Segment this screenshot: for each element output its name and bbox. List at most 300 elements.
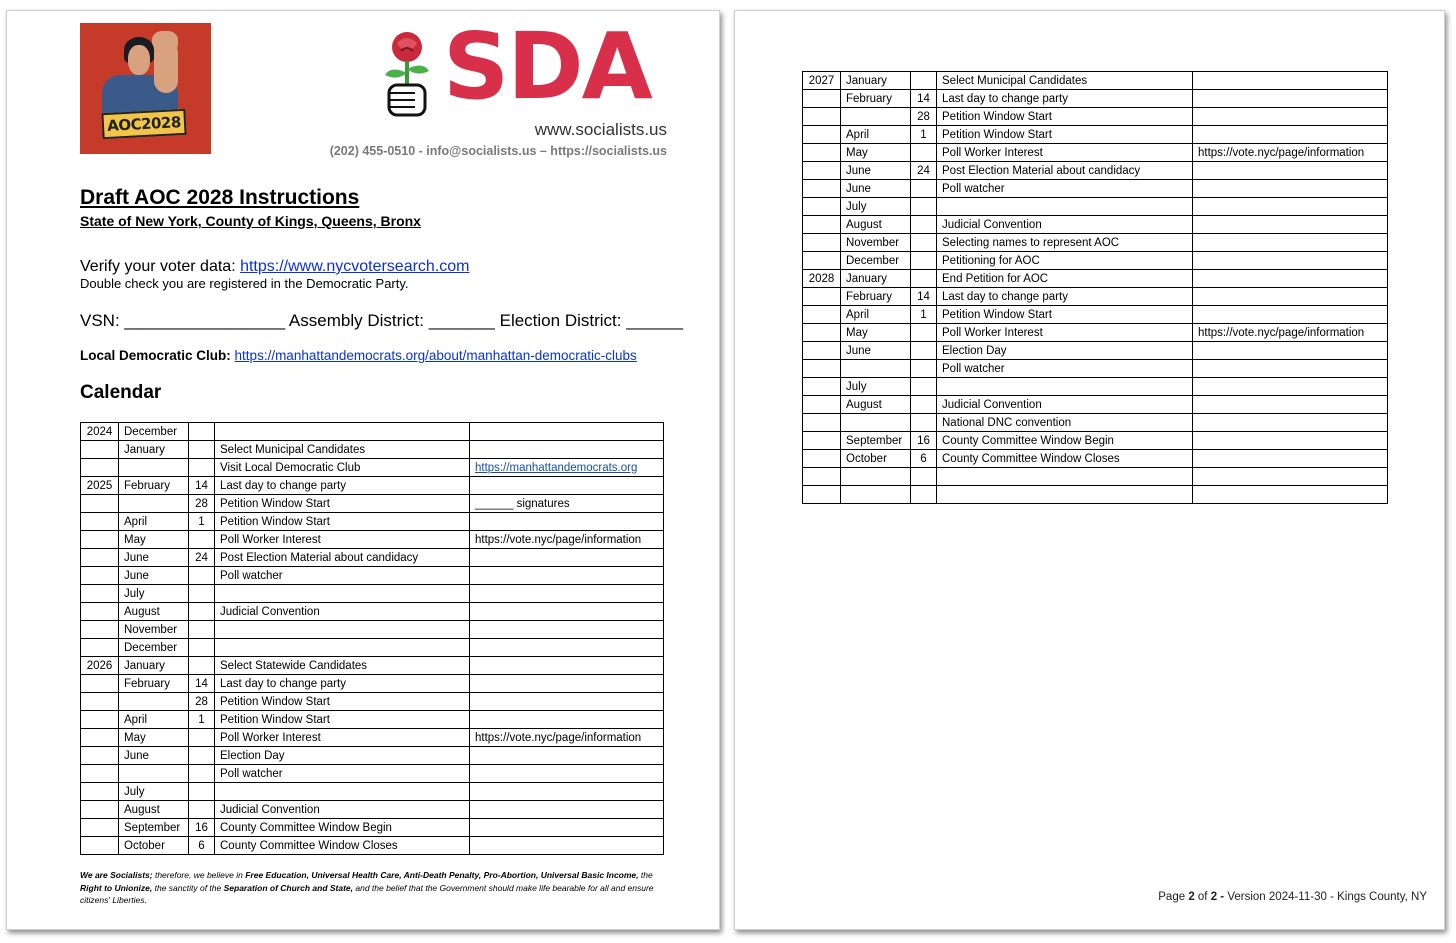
note-cell bbox=[1193, 432, 1388, 450]
year-cell bbox=[81, 801, 119, 819]
calendar-row bbox=[81, 423, 664, 441]
event-cell bbox=[215, 621, 470, 639]
calendar-row bbox=[81, 783, 664, 801]
local-club-line bbox=[80, 348, 637, 363]
month-cell: December bbox=[119, 423, 189, 441]
year-cell bbox=[803, 396, 841, 414]
event-cell: Petition Window Start bbox=[937, 126, 1193, 144]
year-cell bbox=[81, 441, 119, 459]
note-cell bbox=[1193, 414, 1388, 432]
calendar-row bbox=[803, 450, 1388, 468]
note-cell bbox=[1193, 270, 1388, 288]
aoc-logo-plate: AOC2028 bbox=[101, 109, 186, 139]
month-cell: September bbox=[841, 432, 911, 450]
year-cell bbox=[803, 468, 841, 486]
event-cell: Judicial Convention bbox=[215, 603, 470, 621]
month-cell: August bbox=[841, 216, 911, 234]
note-cell bbox=[1193, 306, 1388, 324]
year-cell bbox=[81, 711, 119, 729]
event-cell: Judicial Convention bbox=[937, 396, 1193, 414]
month-cell bbox=[841, 414, 911, 432]
event-cell: Poll Worker Interest bbox=[937, 324, 1193, 342]
month-cell: August bbox=[841, 396, 911, 414]
sda-logo-text: SDA bbox=[443, 13, 651, 120]
note-cell bbox=[470, 513, 664, 531]
socialist-statement: We are Socialists; therefore, we believe in Free Education, Universal Health Care, Anti-Death Penalty, Pro-Abortion, Universal Basic Income, the Right to Unionize, the sanctity of the Separation of Church and State, and the belief that the Government should make life bearable for all and ensure citizens' Liberties. bbox=[80, 870, 654, 905]
note-cell bbox=[1193, 342, 1388, 360]
note-cell bbox=[1193, 72, 1388, 90]
day-cell bbox=[911, 468, 937, 486]
day-cell bbox=[189, 585, 215, 603]
event-cell: County Committee Window Closes bbox=[937, 450, 1193, 468]
year-cell bbox=[81, 585, 119, 603]
year-cell bbox=[81, 837, 119, 855]
note-cell bbox=[470, 657, 664, 675]
event-cell: Select Municipal Candidates bbox=[215, 441, 470, 459]
day-cell: 14 bbox=[189, 675, 215, 693]
note-cell bbox=[1193, 126, 1388, 144]
year-cell bbox=[803, 432, 841, 450]
month-cell: November bbox=[841, 234, 911, 252]
note-cell bbox=[470, 711, 664, 729]
calendar-row bbox=[803, 468, 1388, 486]
event-cell: County Committee Window Begin bbox=[937, 432, 1193, 450]
calendar-heading: Calendar bbox=[80, 382, 162, 403]
day-cell bbox=[189, 459, 215, 477]
event-cell: Judicial Convention bbox=[937, 216, 1193, 234]
month-cell: June bbox=[119, 549, 189, 567]
event-cell bbox=[215, 423, 470, 441]
month-cell bbox=[841, 360, 911, 378]
calendar-row bbox=[803, 396, 1388, 414]
year-cell: 2026 bbox=[81, 657, 119, 675]
month-cell: December bbox=[119, 639, 189, 657]
calendar-row bbox=[803, 414, 1388, 432]
calendar-row bbox=[803, 162, 1388, 180]
calendar-row bbox=[803, 126, 1388, 144]
month-cell bbox=[119, 693, 189, 711]
year-cell bbox=[81, 765, 119, 783]
note-cell bbox=[470, 783, 664, 801]
year-cell bbox=[803, 90, 841, 108]
event-cell: Select Statewide Candidates bbox=[215, 657, 470, 675]
verify-voter-line bbox=[80, 258, 470, 276]
page-footer: Page 2 of 2 - Version 2024-11-30 - Kings County, NY bbox=[1158, 891, 1427, 903]
day-cell bbox=[911, 270, 937, 288]
event-cell: Poll Worker Interest bbox=[215, 531, 470, 549]
month-cell bbox=[119, 765, 189, 783]
note-cell bbox=[470, 567, 664, 585]
year-cell bbox=[803, 198, 841, 216]
calendar-row bbox=[803, 198, 1388, 216]
day-cell bbox=[911, 342, 937, 360]
calendar-row bbox=[81, 675, 664, 693]
month-cell: May bbox=[119, 531, 189, 549]
month-cell: August bbox=[119, 801, 189, 819]
calendar-row bbox=[803, 270, 1388, 288]
month-cell: January bbox=[841, 270, 911, 288]
day-cell bbox=[911, 396, 937, 414]
calendar-row bbox=[803, 432, 1388, 450]
event-cell: Petitioning for AOC bbox=[937, 252, 1193, 270]
calendar-row bbox=[81, 657, 664, 675]
day-cell: 14 bbox=[911, 90, 937, 108]
day-cell: 1 bbox=[189, 711, 215, 729]
day-cell bbox=[189, 639, 215, 657]
calendar-row bbox=[81, 801, 664, 819]
event-cell bbox=[937, 468, 1193, 486]
event-cell: Election Day bbox=[937, 342, 1193, 360]
day-cell: 1 bbox=[189, 513, 215, 531]
calendar-row bbox=[803, 360, 1388, 378]
month-cell: January bbox=[119, 657, 189, 675]
year-cell bbox=[81, 495, 119, 513]
note-cell: ______ signatures bbox=[470, 495, 664, 513]
note-cell bbox=[1193, 216, 1388, 234]
event-cell: Petition Window Start bbox=[937, 108, 1193, 126]
year-cell bbox=[803, 144, 841, 162]
year-cell bbox=[803, 180, 841, 198]
event-cell: Last day to change party bbox=[937, 90, 1193, 108]
month-cell: July bbox=[841, 198, 911, 216]
calendar-row bbox=[81, 603, 664, 621]
note-cell: https://vote.nyc/page/information bbox=[470, 729, 664, 747]
calendar-link[interactable]: https://manhattandemocrats.org bbox=[475, 461, 638, 474]
day-cell: 24 bbox=[189, 549, 215, 567]
calendar-row bbox=[803, 180, 1388, 198]
event-cell: Petition Window Start bbox=[215, 495, 470, 513]
year-cell bbox=[803, 414, 841, 432]
month-cell: May bbox=[841, 324, 911, 342]
club-label: Local Democratic Club: bbox=[80, 348, 235, 363]
day-cell: 16 bbox=[911, 432, 937, 450]
event-cell: Poll watcher bbox=[937, 180, 1193, 198]
month-cell bbox=[841, 468, 911, 486]
calendar-row bbox=[81, 567, 664, 585]
note-cell: https://vote.nyc/page/information bbox=[470, 531, 664, 549]
note-cell bbox=[470, 747, 664, 765]
month-cell: June bbox=[119, 567, 189, 585]
event-cell: Selecting names to represent AOC bbox=[937, 234, 1193, 252]
event-cell: Visit Local Democratic Club bbox=[215, 459, 470, 477]
day-cell: 1 bbox=[911, 306, 937, 324]
calendar-row bbox=[803, 486, 1388, 504]
calendar-row bbox=[81, 459, 664, 477]
month-cell: May bbox=[119, 729, 189, 747]
note-cell bbox=[1193, 288, 1388, 306]
year-cell: 2024 bbox=[81, 423, 119, 441]
note-cell bbox=[1193, 360, 1388, 378]
aoc-2028-logo bbox=[80, 23, 211, 154]
day-cell bbox=[911, 252, 937, 270]
calendar-row bbox=[803, 342, 1388, 360]
day-cell: 24 bbox=[911, 162, 937, 180]
year-cell bbox=[803, 126, 841, 144]
note-cell bbox=[470, 459, 664, 477]
calendar-row bbox=[81, 549, 664, 567]
month-cell: August bbox=[119, 603, 189, 621]
year-cell bbox=[81, 603, 119, 621]
note-cell bbox=[1193, 450, 1388, 468]
year-cell bbox=[81, 747, 119, 765]
year-cell bbox=[81, 693, 119, 711]
page-title: Draft AOC 2028 Instructions bbox=[80, 186, 360, 209]
day-cell: 14 bbox=[911, 288, 937, 306]
day-cell bbox=[189, 567, 215, 585]
note-cell bbox=[1193, 162, 1388, 180]
year-cell bbox=[803, 252, 841, 270]
month-cell: February bbox=[119, 675, 189, 693]
year-cell: 2028 bbox=[803, 270, 841, 288]
event-cell: Poll watcher bbox=[937, 360, 1193, 378]
calendar-row bbox=[81, 585, 664, 603]
note-cell bbox=[470, 837, 664, 855]
note-cell bbox=[470, 441, 664, 459]
calendar-row bbox=[803, 252, 1388, 270]
event-cell: Petition Window Start bbox=[215, 513, 470, 531]
note-cell bbox=[470, 621, 664, 639]
day-cell: 28 bbox=[189, 693, 215, 711]
calendar-table-1 bbox=[80, 422, 664, 855]
calendar-row bbox=[81, 729, 664, 747]
club-link[interactable]: https://manhattandemocrats.org/about/manhattan-democratic-clubs bbox=[234, 348, 637, 363]
month-cell: June bbox=[841, 162, 911, 180]
month-cell: April bbox=[841, 126, 911, 144]
year-cell bbox=[803, 108, 841, 126]
note-cell bbox=[1193, 486, 1388, 504]
year-cell bbox=[803, 360, 841, 378]
note-cell bbox=[470, 423, 664, 441]
day-cell bbox=[189, 621, 215, 639]
month-cell: July bbox=[119, 585, 189, 603]
calendar-row bbox=[803, 108, 1388, 126]
event-cell: Petition Window Start bbox=[215, 711, 470, 729]
month-cell: February bbox=[841, 288, 911, 306]
day-cell bbox=[189, 729, 215, 747]
note-cell bbox=[1193, 234, 1388, 252]
year-cell bbox=[803, 162, 841, 180]
year-cell bbox=[81, 729, 119, 747]
day-cell bbox=[189, 531, 215, 549]
calendar-row bbox=[803, 324, 1388, 342]
year-cell bbox=[81, 819, 119, 837]
day-cell bbox=[189, 657, 215, 675]
note-cell bbox=[470, 477, 664, 495]
event-cell: Election Day bbox=[215, 747, 470, 765]
day-cell bbox=[189, 783, 215, 801]
year-cell bbox=[803, 486, 841, 504]
calendar-row bbox=[803, 378, 1388, 396]
calendar-row bbox=[81, 531, 664, 549]
note-cell bbox=[1193, 378, 1388, 396]
day-cell bbox=[911, 360, 937, 378]
month-cell: July bbox=[841, 378, 911, 396]
event-cell: Judicial Convention bbox=[215, 801, 470, 819]
website-url: www.socialists.us bbox=[534, 120, 667, 139]
month-cell: September bbox=[119, 819, 189, 837]
year-cell bbox=[81, 531, 119, 549]
note-cell bbox=[470, 819, 664, 837]
year-cell bbox=[803, 306, 841, 324]
year-cell: 2025 bbox=[81, 477, 119, 495]
day-cell: 28 bbox=[911, 108, 937, 126]
day-cell bbox=[911, 486, 937, 504]
year-cell bbox=[803, 450, 841, 468]
calendar-row bbox=[803, 216, 1388, 234]
event-cell: End Petition for AOC bbox=[937, 270, 1193, 288]
voter-search-link[interactable]: https://www.nycvotersearch.com bbox=[240, 258, 470, 275]
month-cell: May bbox=[841, 144, 911, 162]
day-cell: 1 bbox=[911, 126, 937, 144]
year-cell bbox=[81, 459, 119, 477]
month-cell bbox=[841, 486, 911, 504]
year-cell bbox=[803, 324, 841, 342]
day-cell bbox=[911, 324, 937, 342]
event-cell bbox=[937, 486, 1193, 504]
month-cell: February bbox=[841, 90, 911, 108]
day-cell bbox=[911, 198, 937, 216]
event-cell: National DNC convention bbox=[937, 414, 1193, 432]
day-cell bbox=[189, 423, 215, 441]
year-cell bbox=[81, 639, 119, 657]
year-cell bbox=[803, 234, 841, 252]
month-cell bbox=[841, 108, 911, 126]
month-cell: February bbox=[119, 477, 189, 495]
note-cell bbox=[470, 639, 664, 657]
day-cell bbox=[911, 216, 937, 234]
month-cell: October bbox=[841, 450, 911, 468]
note-cell bbox=[470, 603, 664, 621]
event-cell: Poll watcher bbox=[215, 567, 470, 585]
year-cell bbox=[81, 783, 119, 801]
year-cell: 2027 bbox=[803, 72, 841, 90]
page-subtitle: State of New York, County of Kings, Queens, Bronx bbox=[80, 213, 421, 229]
calendar-row bbox=[81, 837, 664, 855]
calendar-row bbox=[81, 711, 664, 729]
day-cell bbox=[911, 72, 937, 90]
day-cell bbox=[911, 180, 937, 198]
month-cell: June bbox=[841, 180, 911, 198]
event-cell: Post Election Material about candidacy bbox=[215, 549, 470, 567]
event-cell: Last day to change party bbox=[215, 675, 470, 693]
month-cell: December bbox=[841, 252, 911, 270]
day-cell: 6 bbox=[189, 837, 215, 855]
year-cell bbox=[803, 216, 841, 234]
month-cell: November bbox=[119, 621, 189, 639]
year-cell bbox=[803, 288, 841, 306]
calendar-row bbox=[81, 693, 664, 711]
note-cell bbox=[1193, 252, 1388, 270]
note-cell bbox=[470, 549, 664, 567]
day-cell: 6 bbox=[911, 450, 937, 468]
event-cell: Post Election Material about candidacy bbox=[937, 162, 1193, 180]
note-cell bbox=[1193, 396, 1388, 414]
vsn-district-fields: VSN: _________________ Assembly District: _______ Election District: ______ bbox=[80, 311, 683, 330]
year-cell bbox=[81, 621, 119, 639]
month-cell: October bbox=[119, 837, 189, 855]
calendar-row bbox=[803, 72, 1388, 90]
calendar-row bbox=[803, 234, 1388, 252]
calendar-table-2 bbox=[802, 71, 1388, 504]
note-cell bbox=[1193, 180, 1388, 198]
note-cell bbox=[470, 675, 664, 693]
calendar-row bbox=[81, 441, 664, 459]
event-cell bbox=[215, 783, 470, 801]
month-cell: April bbox=[841, 306, 911, 324]
event-cell: Poll Worker Interest bbox=[937, 144, 1193, 162]
year-cell bbox=[81, 675, 119, 693]
note-cell bbox=[1193, 468, 1388, 486]
month-cell bbox=[119, 459, 189, 477]
calendar-row bbox=[81, 495, 664, 513]
day-cell bbox=[189, 765, 215, 783]
month-cell: January bbox=[119, 441, 189, 459]
month-cell bbox=[119, 495, 189, 513]
year-cell bbox=[81, 513, 119, 531]
rose-fist-icon bbox=[375, 29, 439, 121]
day-cell: 28 bbox=[189, 495, 215, 513]
note-cell bbox=[470, 765, 664, 783]
month-cell: June bbox=[119, 747, 189, 765]
note-cell: https://vote.nyc/page/information bbox=[1193, 324, 1388, 342]
calendar-row bbox=[803, 306, 1388, 324]
day-cell bbox=[911, 234, 937, 252]
event-cell: Last day to change party bbox=[937, 288, 1193, 306]
event-cell: Petition Window Start bbox=[937, 306, 1193, 324]
note-cell bbox=[1193, 90, 1388, 108]
verify-label: Verify your voter data: bbox=[80, 258, 241, 275]
contact-line: (202) 455-0510 - info@socialists.us – https://socialists.us bbox=[329, 144, 667, 158]
double-check-note: Double check you are registered in the Democratic Party. bbox=[80, 276, 409, 291]
event-cell bbox=[937, 198, 1193, 216]
day-cell bbox=[189, 441, 215, 459]
event-cell: County Committee Window Begin bbox=[215, 819, 470, 837]
calendar-row bbox=[803, 288, 1388, 306]
calendar-row bbox=[803, 90, 1388, 108]
year-cell bbox=[81, 567, 119, 585]
note-cell bbox=[470, 693, 664, 711]
note-cell: https://vote.nyc/page/information bbox=[1193, 144, 1388, 162]
day-cell: 16 bbox=[189, 819, 215, 837]
note-cell bbox=[1193, 198, 1388, 216]
day-cell bbox=[189, 747, 215, 765]
calendar-row bbox=[81, 621, 664, 639]
event-cell: County Committee Window Closes bbox=[215, 837, 470, 855]
year-cell bbox=[803, 378, 841, 396]
calendar-row bbox=[81, 819, 664, 837]
calendar-row bbox=[81, 639, 664, 657]
month-cell: July bbox=[119, 783, 189, 801]
calendar-row bbox=[81, 513, 664, 531]
calendar-row bbox=[81, 477, 664, 495]
month-cell: April bbox=[119, 513, 189, 531]
day-cell bbox=[189, 603, 215, 621]
calendar-row bbox=[81, 747, 664, 765]
day-cell bbox=[189, 801, 215, 819]
year-cell bbox=[803, 342, 841, 360]
event-cell: Select Municipal Candidates bbox=[937, 72, 1193, 90]
event-cell bbox=[215, 639, 470, 657]
day-cell: 14 bbox=[189, 477, 215, 495]
document-page-2 bbox=[734, 10, 1445, 930]
event-cell: Poll Worker Interest bbox=[215, 729, 470, 747]
year-cell bbox=[81, 549, 119, 567]
event-cell bbox=[937, 378, 1193, 396]
month-cell: January bbox=[841, 72, 911, 90]
note-cell bbox=[470, 801, 664, 819]
month-cell: April bbox=[119, 711, 189, 729]
month-cell: June bbox=[841, 342, 911, 360]
